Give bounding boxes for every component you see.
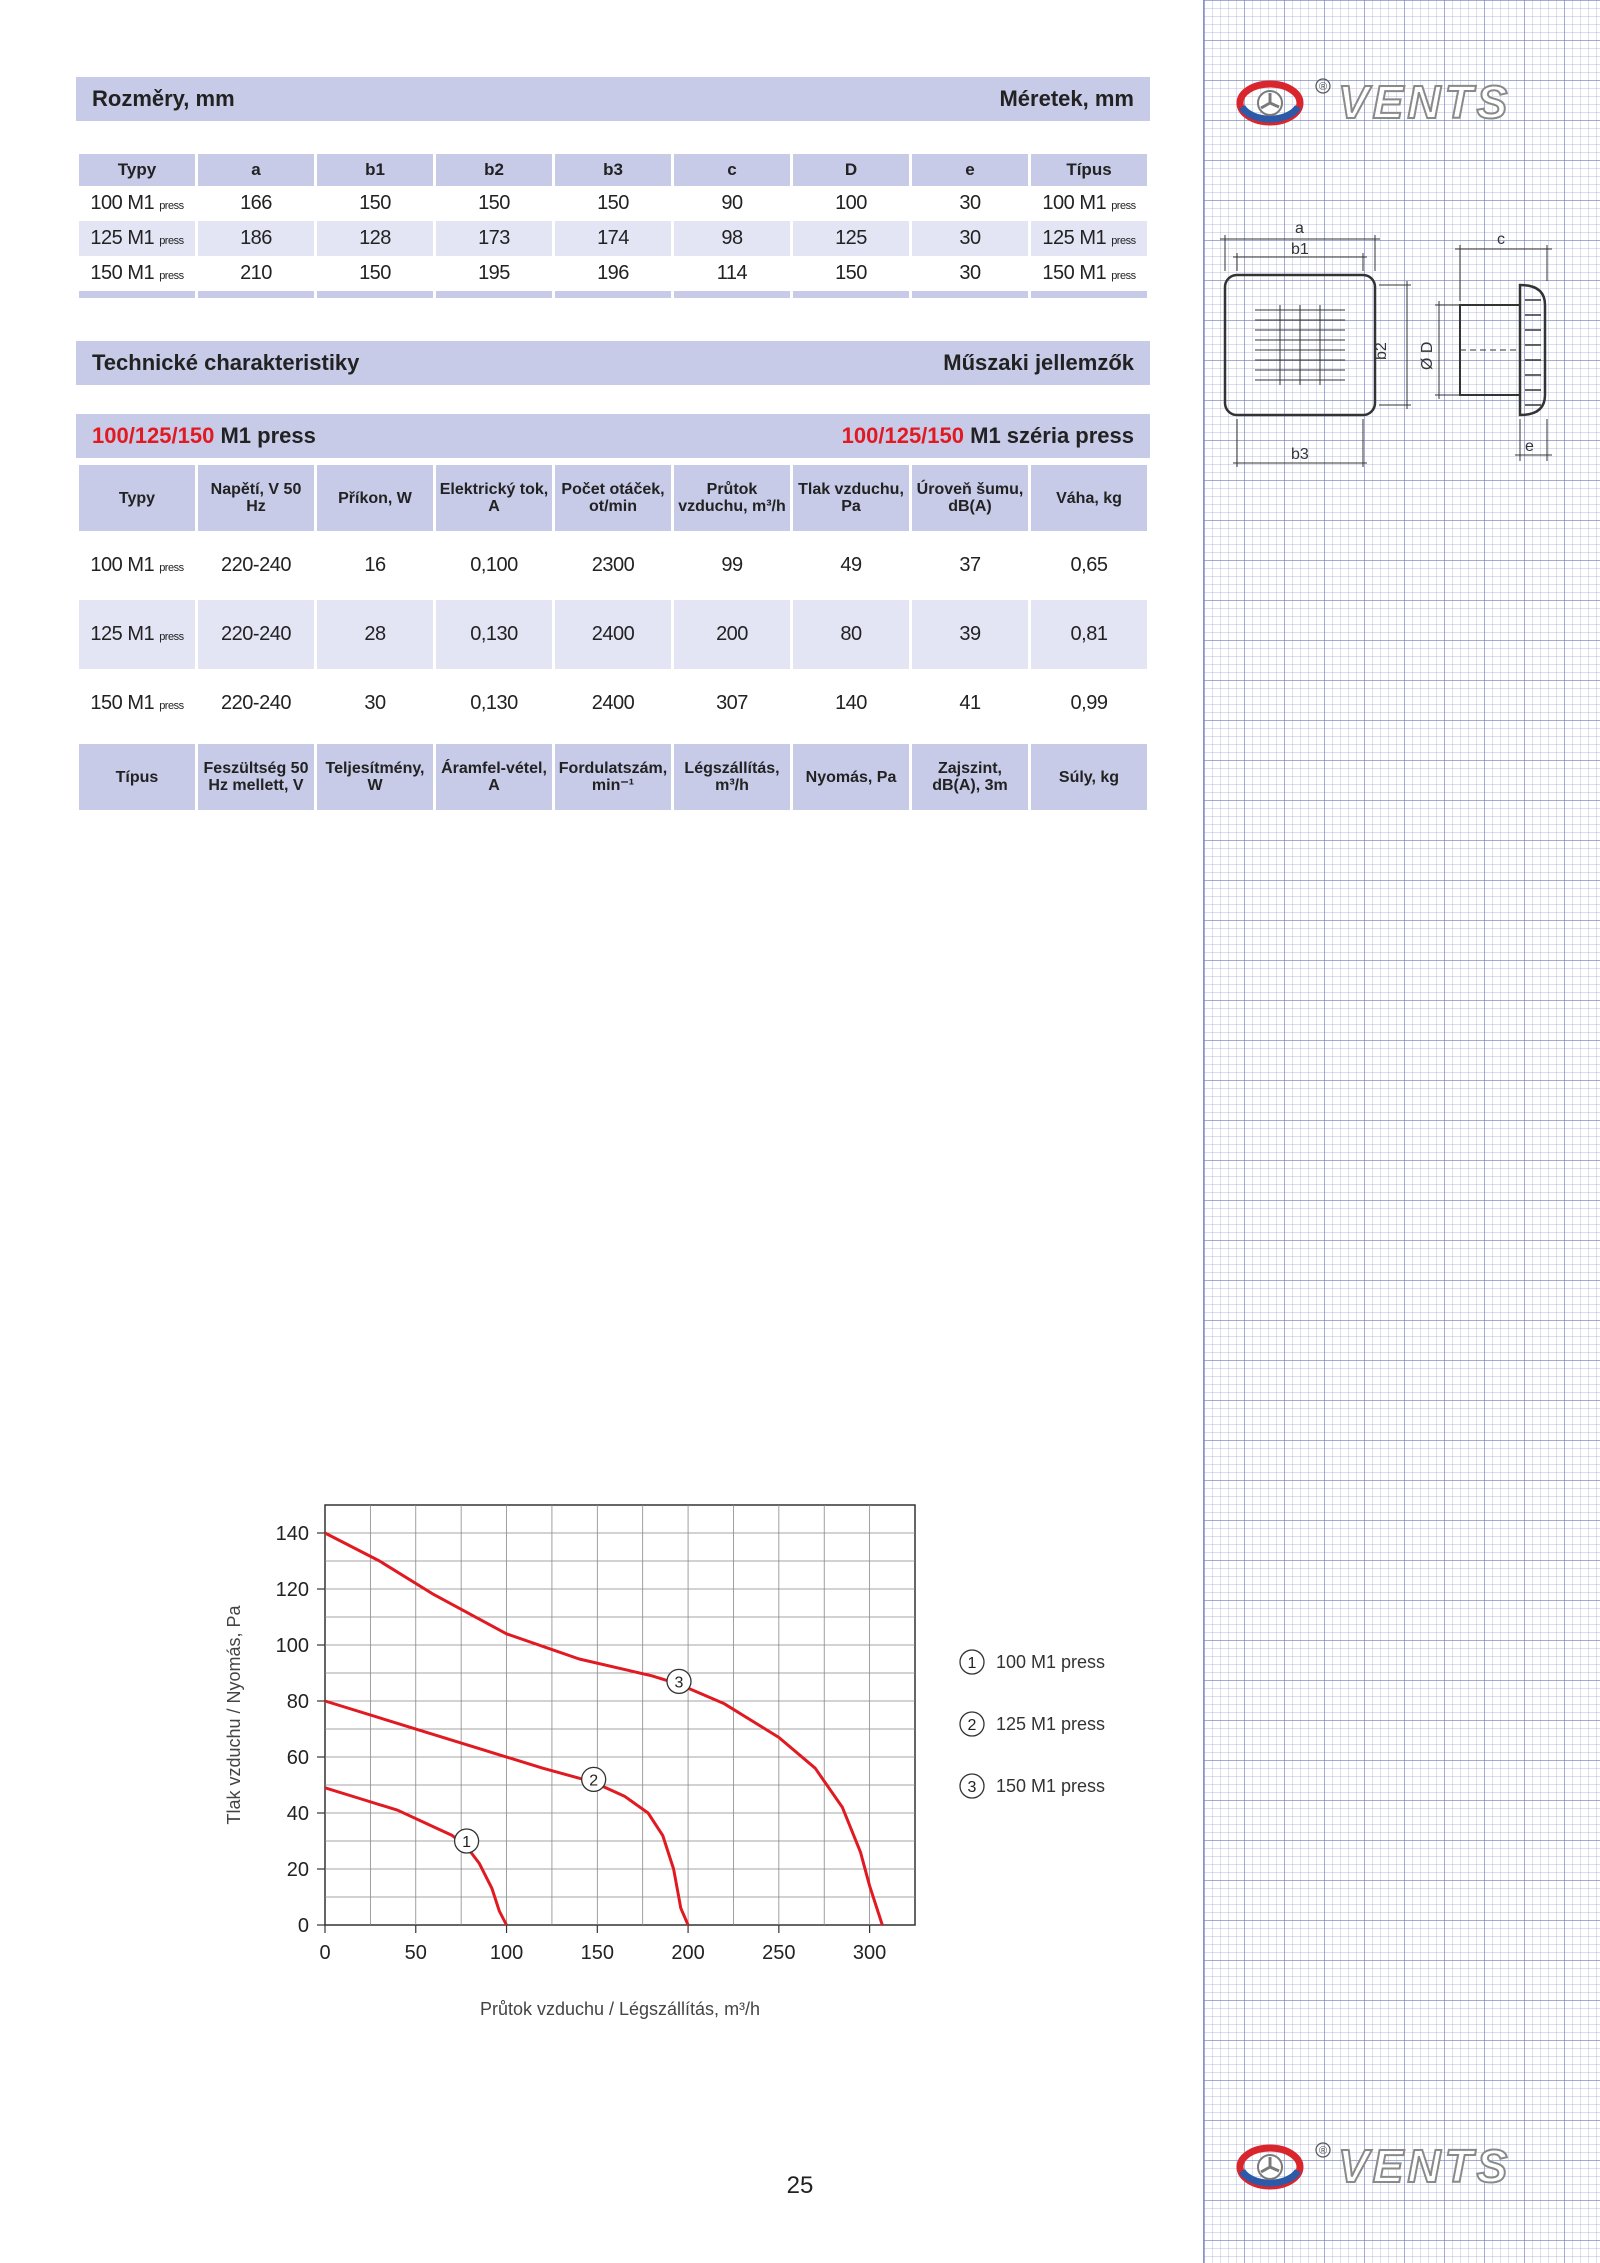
plot-area: [325, 1505, 915, 1925]
dim-label-e: e: [1525, 438, 1534, 455]
series-header: [76, 414, 1150, 458]
cell: 49: [840, 554, 862, 576]
series-name-cz: M1 press: [220, 423, 316, 448]
series-name-hu: M1 széria press: [970, 423, 1134, 448]
cell: 41: [959, 692, 981, 714]
model-suffix: press: [159, 631, 184, 643]
cell: 195: [478, 262, 510, 284]
cell: 166: [240, 192, 272, 214]
series-marker-label: 1: [462, 1834, 472, 1851]
cell: 128: [317, 221, 433, 256]
cell: 39: [912, 600, 1028, 669]
vents-logo-bottom: [1228, 2138, 1568, 2194]
col-header: a: [198, 154, 314, 186]
cell: 150: [835, 262, 867, 284]
cell: 16: [364, 554, 386, 576]
x-tick-label: 200: [671, 1942, 705, 1964]
model-suffix: press: [1111, 235, 1136, 247]
dimensions-title-cz: Rozměry, mm: [92, 86, 235, 111]
col-header-hu: Zajszint, dB(A), 3m: [912, 738, 1028, 810]
cell: 0,81: [1031, 600, 1147, 669]
cell: 80: [793, 600, 909, 669]
table-footer-bar: [79, 291, 1147, 298]
technical-header: [76, 341, 1150, 385]
cell: 30: [959, 262, 981, 284]
x-tick-label: 0: [319, 1942, 331, 1964]
model-name: 125 M1: [90, 623, 155, 645]
table-row: [79, 256, 1147, 291]
model-name: 150 M1: [90, 692, 155, 714]
series-marker-label: 2: [589, 1772, 599, 1790]
x-tick-label: 50: [404, 1942, 427, 1964]
cell: 220-240: [221, 554, 291, 576]
model-suffix: press: [1111, 270, 1136, 282]
cell: 28: [317, 600, 433, 669]
cell: 2400: [591, 692, 635, 714]
col-header: e: [912, 154, 1028, 186]
model-suffix: press: [159, 270, 184, 282]
y-tick-label: 0: [297, 1915, 309, 1937]
cell: 30: [912, 221, 1028, 256]
cell: 0,100: [470, 554, 518, 576]
technical-title-cz: Technické charakteristiky: [92, 350, 360, 375]
cell: 30: [364, 692, 386, 714]
col-header-hu: Légszállítás, m³/h: [674, 738, 790, 810]
technical-title-hu: Műszaki jellemzők: [943, 350, 1134, 375]
y-tick-label: 60: [286, 1747, 309, 1769]
cell: 0,130: [470, 692, 518, 714]
model-suffix: press: [159, 200, 184, 212]
col-header: Tlak vzduchu, Pa: [793, 465, 909, 531]
brand-name-top: VENTS: [1338, 76, 1512, 128]
col-header-hu: Feszültség 50 Hz mellett, V: [198, 738, 314, 810]
col-header: b3: [555, 154, 671, 186]
y-axis-label: Tlak vzduchu / Nyomás, Pa: [224, 1605, 244, 1825]
cell: 220-240: [221, 692, 291, 714]
table-row: [79, 600, 1147, 669]
x-tick-label: 150: [580, 1942, 614, 1964]
col-header-hu: Nyomás, Pa: [793, 738, 909, 810]
cell: 173: [436, 221, 552, 256]
model-name: 100 M1: [1042, 192, 1107, 214]
col-header: b1: [317, 154, 433, 186]
col-header: Počet otáček, ot/min: [555, 465, 671, 531]
col-header-hu: Fordulatszám, min⁻¹: [555, 738, 671, 810]
model-name: 125 M1: [1042, 227, 1107, 249]
col-header-hu: Áramfel-vétel, A: [436, 738, 552, 810]
cell: 174: [555, 221, 671, 256]
model-suffix: press: [159, 700, 184, 712]
cell: 90: [721, 192, 743, 214]
dim-label-b3: b3: [1291, 446, 1309, 463]
cell: 0,65: [1070, 554, 1108, 576]
model-name: 125 M1: [90, 227, 155, 249]
table-row: [79, 669, 1147, 738]
table-row: [79, 531, 1147, 600]
cell: 150: [359, 262, 391, 284]
cell: 114: [716, 262, 748, 284]
performance-chart: [200, 1480, 1150, 2040]
legend-entry: 150 M1 press: [996, 1776, 1106, 1796]
model-name: 100 M1: [90, 192, 155, 214]
cell: 196: [597, 262, 629, 284]
model-suffix: press: [1111, 200, 1136, 212]
col-header-hu: Teljesítmény, W: [317, 738, 433, 810]
legend-marker-label: 3: [967, 1779, 977, 1796]
fan-dimension-diagram: [1215, 205, 1555, 475]
table-row: [79, 221, 1147, 256]
y-tick-label: 140: [275, 1523, 309, 1545]
y-tick-label: 100: [275, 1635, 309, 1657]
legend-marker-label: 1: [967, 1655, 977, 1672]
cell: 30: [959, 192, 981, 214]
cell: 210: [240, 262, 272, 284]
col-header: Průtok vzduchu, m³/h: [674, 465, 790, 531]
x-axis-label: Průtok vzduchu / Légszállítás, m³/h: [479, 1999, 761, 2019]
model-suffix: press: [159, 235, 184, 247]
vents-logo-top: [1228, 74, 1568, 130]
registered-mark: ®: [1319, 2145, 1328, 2157]
model-name: 100 M1: [90, 554, 155, 576]
table-row: [79, 186, 1147, 221]
dimensions-title-hu: Méretek, mm: [999, 86, 1134, 111]
legend-entry: 100 M1 press: [996, 1652, 1106, 1672]
legend-entry: 125 M1 press: [996, 1714, 1106, 1734]
y-tick-label: 120: [275, 1579, 309, 1601]
legend-marker-label: 2: [967, 1717, 977, 1734]
col-header: Elektrický tok, A: [436, 465, 552, 531]
cell: 0,99: [1070, 692, 1108, 714]
dim-label-b2: b2: [1373, 342, 1390, 360]
x-tick-label: 300: [852, 1942, 887, 1964]
series-models-hu: 100/125/150: [841, 423, 964, 448]
model-name: 150 M1: [1042, 262, 1107, 284]
dim-label-a: a: [1295, 220, 1304, 237]
col-header: Napětí, V 50 Hz: [198, 465, 314, 531]
x-tick-label: 100: [489, 1942, 524, 1964]
cell: 140: [835, 692, 867, 714]
cell: 2300: [591, 554, 635, 576]
cell: 2400: [555, 600, 671, 669]
cell: 186: [198, 221, 314, 256]
y-tick-label: 80: [286, 1691, 309, 1713]
col-header: Příkon, W: [317, 465, 433, 531]
col-header: Typy: [79, 465, 195, 531]
model-name: 150 M1: [90, 262, 155, 284]
cell: 99: [721, 554, 743, 576]
model-suffix: press: [159, 562, 184, 574]
y-tick-label: 40: [286, 1803, 309, 1825]
col-header: Úroveň šumu, dB(A): [912, 465, 1028, 531]
dim-label-d: Ø D: [1419, 341, 1436, 370]
col-header: D: [793, 154, 909, 186]
cell: 100: [835, 192, 867, 214]
cell: 125: [793, 221, 909, 256]
dim-label-c: c: [1497, 231, 1505, 248]
cell: 200: [674, 600, 790, 669]
brand-name-bottom: VENTS: [1338, 2140, 1512, 2192]
cell: 150: [478, 192, 510, 214]
cell: 150: [359, 192, 391, 214]
col-header-hu: Súly, kg: [1031, 738, 1147, 810]
registered-mark: ®: [1319, 81, 1328, 93]
x-tick-label: 250: [762, 1942, 796, 1964]
col-header: c: [674, 154, 790, 186]
series-models-cz: 100/125/150: [92, 423, 215, 448]
cell: 37: [959, 554, 981, 576]
cell: 307: [716, 692, 748, 714]
col-header-hu: Típus: [79, 738, 195, 810]
dim-label-b1: b1: [1291, 241, 1309, 258]
dimensions-table: [76, 154, 1150, 298]
y-tick-label: 20: [286, 1859, 309, 1881]
cell: 0,130: [436, 600, 552, 669]
col-header: Váha, kg: [1031, 465, 1147, 531]
cell: 220-240: [198, 600, 314, 669]
col-header: b2: [436, 154, 552, 186]
series-marker-label: 3: [674, 1674, 684, 1692]
cell: 98: [674, 221, 790, 256]
cell: 150: [597, 192, 629, 214]
dimensions-header: [76, 77, 1150, 121]
col-header: Typy: [79, 154, 195, 186]
col-header: Típus: [1031, 154, 1147, 186]
page-number: 25: [786, 2172, 814, 2199]
technical-table: [76, 465, 1150, 810]
